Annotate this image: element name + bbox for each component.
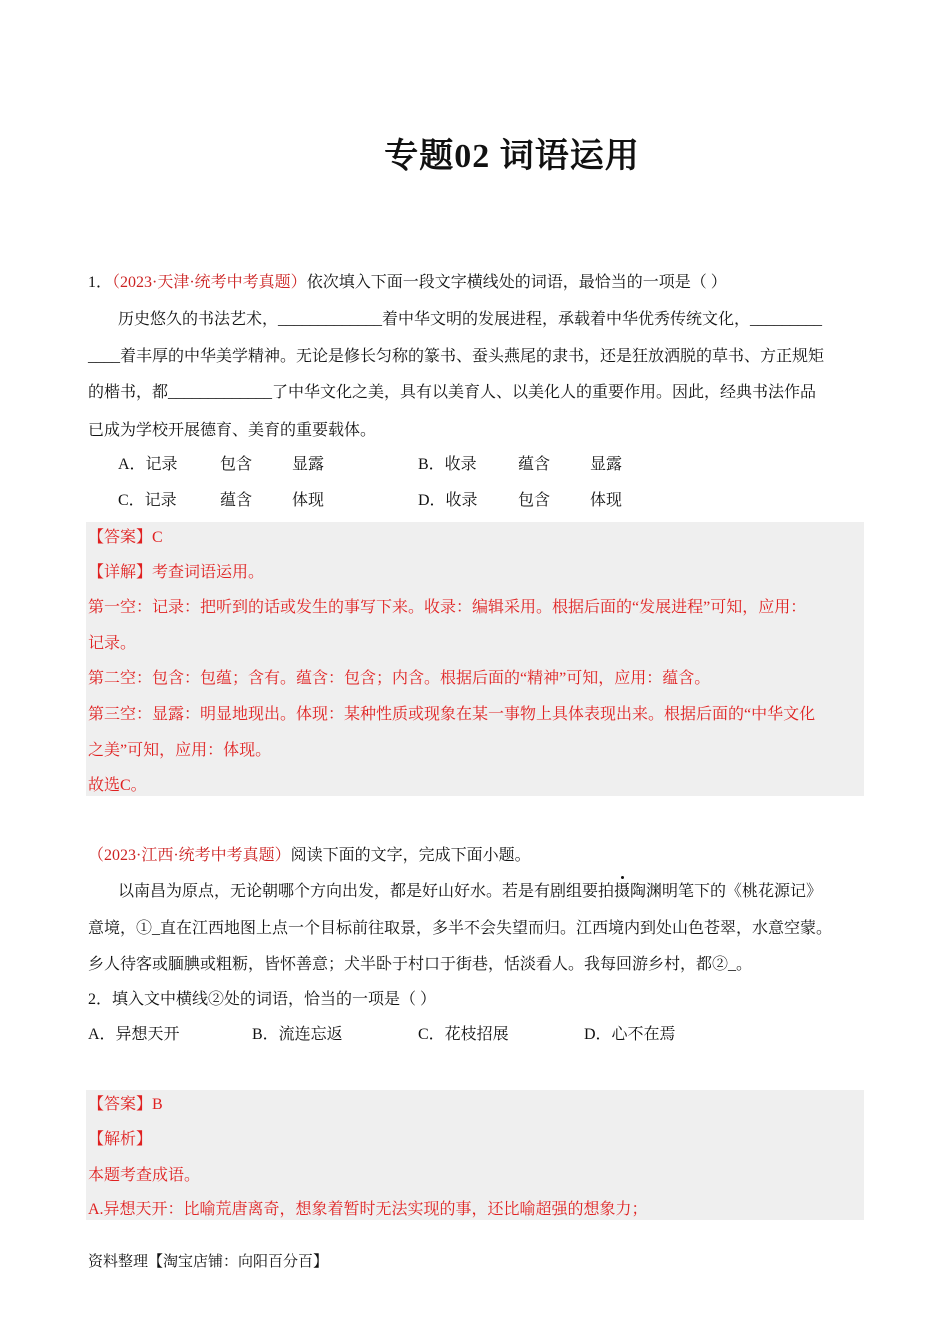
explain-line: 第一空：记录：把听到的话或发生的事写下来。收录：编辑采用。根据后面的“发展进程”可知，应用： — [88, 599, 807, 616]
explain-line: 故选C。 — [88, 777, 147, 794]
passage-line: 的楷书，都_____________了中华文化之美，具有以美育人、以美化人的重要作用。因此，经典书法作品 — [88, 384, 817, 401]
explain-line: 之美”可知，应用：体现。 — [88, 742, 272, 759]
passage-line: ____着丰厚的中华美学精神。无论是修长匀称的篆书、蚕头燕尾的隶书，还是狂放洒脱的草书、方正规矩 — [88, 348, 825, 365]
explain-line: 第二空：包含：包蕴；含有。蕴含：包含；内含。根据后面的“精神”可知，应用：蕴含。 — [88, 670, 711, 687]
footer-text: 资料整理【淘宝店铺：向阳百分百】 — [88, 1254, 329, 1270]
question-source: （2023·天津·统考中考真题） — [112, 274, 307, 291]
option-d[interactable]: D．心不在焉 — [584, 1026, 676, 1043]
explain-line: 记录。 — [88, 635, 137, 652]
explain-text: 考查词语运用。 — [152, 564, 265, 581]
passage-line: 意境，①_直在江西地图上点一个目标前往取景，多半不会失望而归。江西境内到处山色苍翠，水意空蒙。 — [88, 920, 833, 937]
question-stem: 阅读下面的文字，完成下面小题。 — [290, 847, 531, 864]
explain-header — [88, 562, 264, 584]
question-stem: 依次填入下面一段文字横线处的词语，最恰当的一项是（ ） — [306, 274, 727, 291]
passage-line: 以南昌为原点，无论朝哪个方向出发，都是好山好水。若是有剧组要拍摄陶渊明笔下的《桃花源记》 — [118, 881, 822, 903]
emphasis-char: 摄 — [614, 881, 630, 903]
question-1-header — [88, 272, 727, 294]
analysis-label: 【解析】 — [88, 1131, 153, 1148]
page-title: 专题02 词语运用 — [384, 138, 640, 175]
passage-line: 乡人待客或腼腆或粗粝，皆怀善意；犬半卧于村口于街巷，恬淡看人。我每回游乡村，都②_。 — [88, 956, 753, 973]
passage-line: 已成为学校开展德育、美育的重要载体。 — [88, 422, 377, 439]
question-2-header — [88, 845, 531, 867]
explain-line: 第三空：显露：明显地现出。体现：某种性质或现象在某一事物上具体表现出来。根据后面的“中华文化 — [88, 706, 816, 723]
option-c[interactable]: C．花枝招展 — [418, 1026, 509, 1043]
option-a[interactable]: A．异想天开 — [88, 1026, 180, 1043]
question-2-stem: 2．填入文中横线②处的词语，恰当的一项是（ ） — [88, 991, 437, 1008]
answer-label: 【答案】C — [88, 529, 163, 546]
passage-line: 历史悠久的书法艺术，_____________着中华文明的发展进程，承载着中华优秀传统文化，_________ — [118, 311, 823, 328]
answer-label: 【答案】B — [88, 1096, 163, 1113]
explain-label: 【详解】 — [88, 564, 153, 581]
question-number: 1． — [88, 274, 113, 291]
analysis-line: 本题考查成语。 — [88, 1167, 201, 1184]
option-b[interactable]: B．流连忘返 — [252, 1026, 343, 1043]
question-source: （2023·江西·统考中考真题） — [88, 847, 291, 864]
analysis-line: A.异想天开：比喻荒唐离奇，想象着暂时无法实现的事，还比喻超强的想象力； — [88, 1201, 648, 1218]
